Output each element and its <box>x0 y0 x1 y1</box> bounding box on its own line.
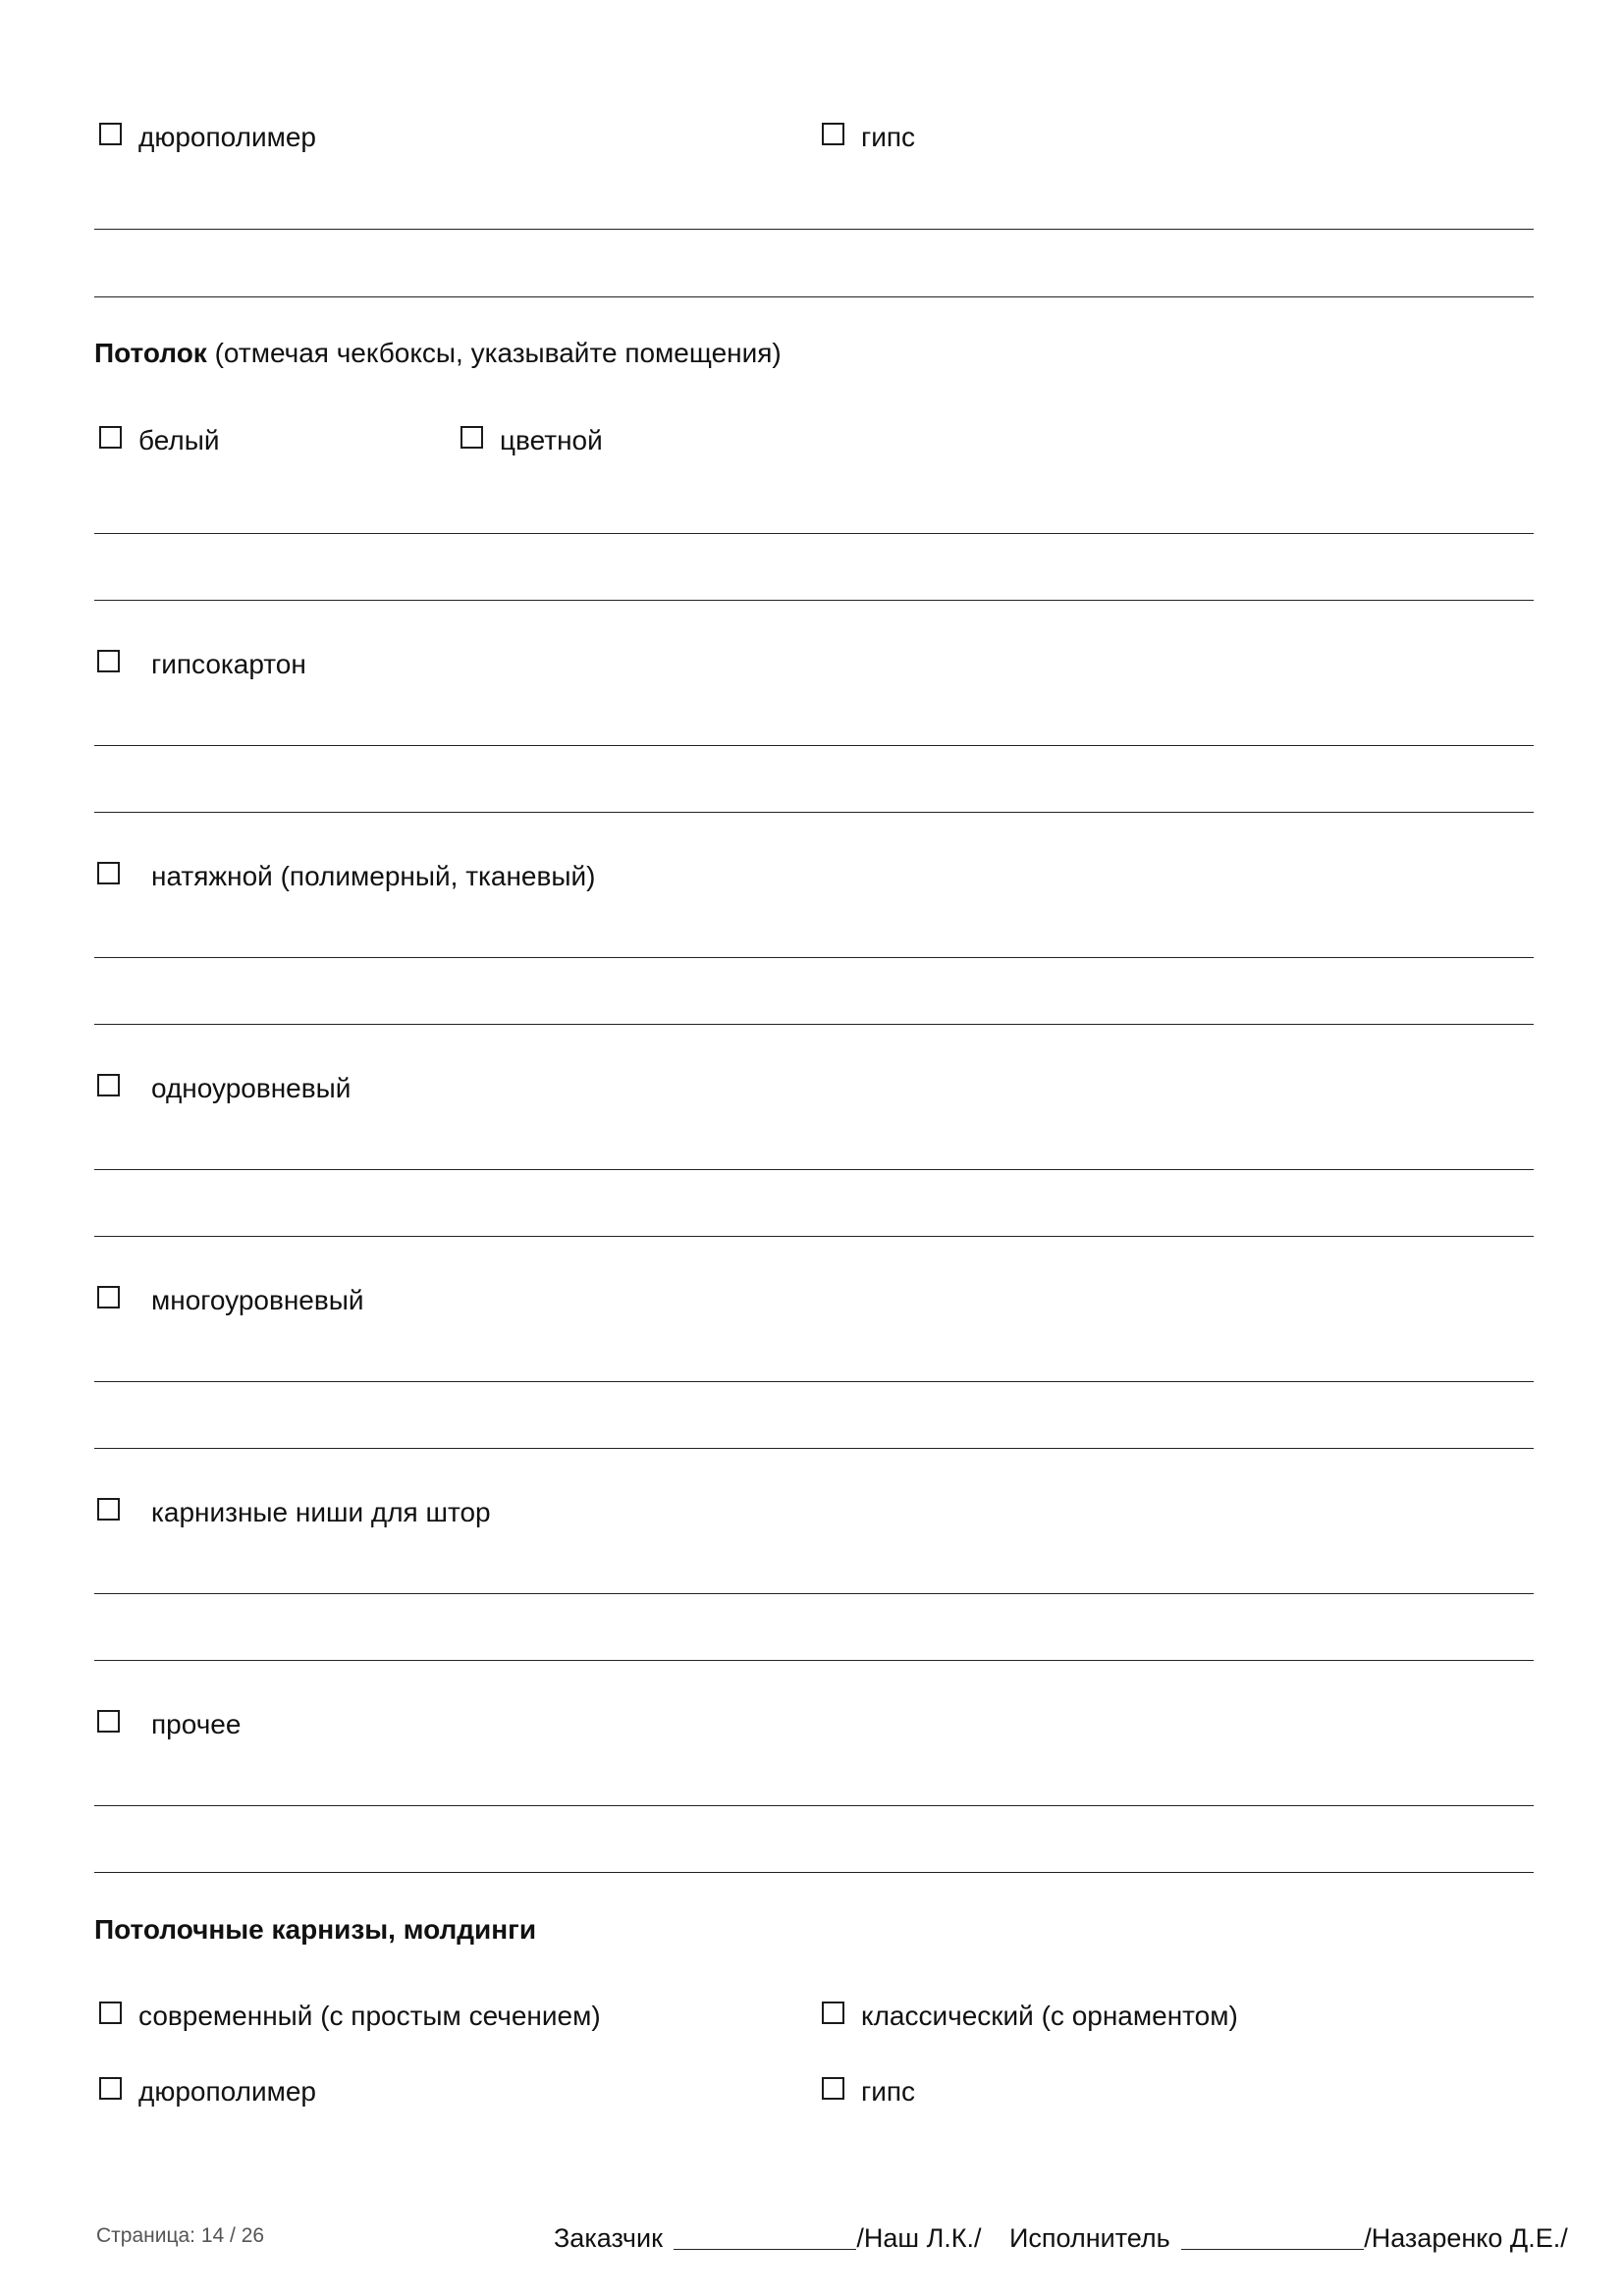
cornice-gypsum-checkbox[interactable] <box>822 2077 844 2100</box>
cornices-title: Потолочные карнизы, молдинги <box>94 1914 537 1945</box>
other-label: прочее <box>151 1709 242 1739</box>
ceiling-title: Потолок <box>94 338 207 368</box>
customer-signature-line[interactable] <box>674 2249 856 2250</box>
gypsum-label: гипс <box>861 122 916 152</box>
fill-line[interactable] <box>94 1872 1534 1873</box>
contractor-label: Исполнитель <box>1009 2223 1170 2253</box>
ceiling-heading <box>94 338 782 369</box>
modern-label: современный (с простым сечением) <box>138 2001 601 2031</box>
fill-line[interactable] <box>94 1236 1534 1237</box>
durapolymer-checkbox[interactable] <box>99 123 122 145</box>
fill-line[interactable] <box>94 1381 1534 1382</box>
fill-line[interactable] <box>94 1805 1534 1806</box>
stretch-label: натяжной (полимерный, тканевый) <box>151 861 596 891</box>
page-number: Страница: 14 / 26 <box>96 2224 265 2247</box>
classic-checkbox[interactable] <box>822 2002 844 2024</box>
multi-level-label: многоуровневый <box>151 1285 364 1315</box>
fill-line[interactable] <box>94 1593 1534 1594</box>
fill-line[interactable] <box>94 296 1534 297</box>
fill-line[interactable] <box>94 229 1534 230</box>
curtain-niche-checkbox[interactable] <box>97 1498 120 1521</box>
white-label: белый <box>138 425 220 455</box>
ceiling-hint: (отмечая чекбоксы, указывайте помещения) <box>214 338 782 368</box>
fill-line[interactable] <box>94 1448 1534 1449</box>
customer-name: /Наш Л.К./ <box>856 2223 982 2253</box>
multi-level-checkbox[interactable] <box>97 1286 120 1308</box>
single-level-label: одноуровневый <box>151 1073 352 1103</box>
fill-line[interactable] <box>94 600 1534 601</box>
fill-line[interactable] <box>94 745 1534 746</box>
cornice-durapolymer-checkbox[interactable] <box>99 2077 122 2100</box>
drywall-checkbox[interactable] <box>97 650 120 672</box>
contractor-signature-line[interactable] <box>1181 2249 1364 2250</box>
fill-line[interactable] <box>94 1660 1534 1661</box>
classic-label: классический (с орнаментом) <box>861 2001 1238 2031</box>
single-level-checkbox[interactable] <box>97 1074 120 1096</box>
curtain-niche-label: карнизные ниши для штор <box>151 1497 491 1527</box>
fill-line[interactable] <box>94 533 1534 534</box>
durapolymer-label: дюрополимер <box>138 122 316 152</box>
cornice-durapolymer-label: дюрополимер <box>138 2076 316 2107</box>
contractor-name: /Назаренко Д.Е./ <box>1364 2223 1568 2253</box>
other-checkbox[interactable] <box>97 1710 120 1733</box>
customer-signature <box>554 2223 982 2254</box>
modern-checkbox[interactable] <box>99 2002 122 2024</box>
contractor-signature <box>1009 2223 1568 2254</box>
fill-line[interactable] <box>94 1169 1534 1170</box>
fill-line[interactable] <box>94 812 1534 813</box>
cornice-gypsum-label: гипс <box>861 2076 916 2107</box>
stretch-checkbox[interactable] <box>97 862 120 884</box>
gypsum-checkbox[interactable] <box>822 123 844 145</box>
colored-checkbox[interactable] <box>460 426 483 449</box>
fill-line[interactable] <box>94 957 1534 958</box>
colored-label: цветной <box>500 425 603 455</box>
fill-line[interactable] <box>94 1024 1534 1025</box>
drywall-label: гипсокартон <box>151 649 306 679</box>
cornices-heading <box>94 1914 536 1946</box>
customer-label: Заказчик <box>554 2223 663 2253</box>
white-checkbox[interactable] <box>99 426 122 449</box>
